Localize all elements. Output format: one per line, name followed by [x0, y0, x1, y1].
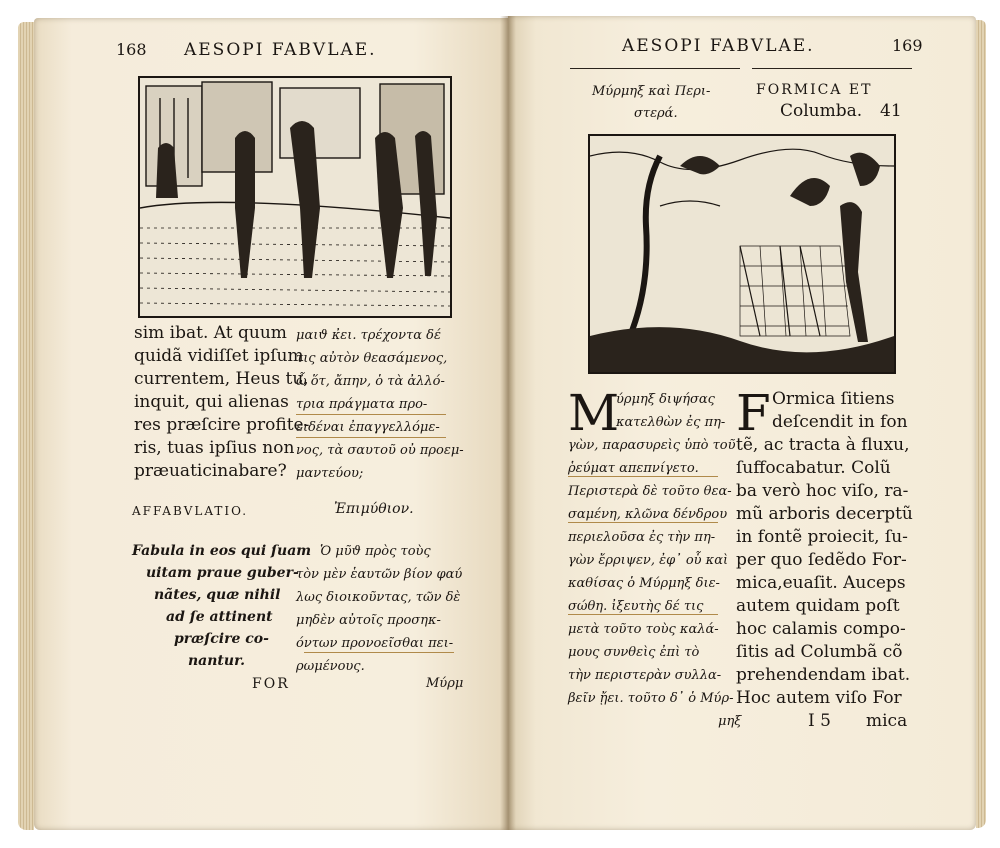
greek-line: βεῖν ᾔει. τοῦτο δ᾽ ὁ Μύρ-: [568, 691, 734, 706]
fable-number: 41: [880, 101, 902, 121]
greek-line: μαντεύου;: [296, 466, 364, 481]
greek-line: τρια πράγματα προ-: [296, 397, 428, 412]
moral-greek-line: τὸν μὲν ἑαυτῶν βίον φαύ: [296, 567, 463, 582]
greek-line: τις αὐτὸν θεασάμενος,: [296, 351, 448, 366]
affabulatio-heading: AFFABVLATIO.: [132, 504, 249, 518]
catchword-latin: FOR: [252, 676, 290, 692]
latin-line: quidã vidiſſet ipſum: [134, 346, 304, 366]
latin-line: inquit, qui alienas: [134, 392, 289, 412]
catchword-greek: Μύρμ: [426, 676, 464, 691]
greek-line: μους συνθεὶς ἐπὶ τὸ: [568, 645, 700, 660]
moral-latin-line: Fabula in eos qui ſuam: [132, 543, 312, 559]
greek-line: περιελοῦσα ἐς τὴν πη-: [568, 530, 716, 545]
right-page-number: 169: [892, 36, 923, 55]
latin-line: autem quidam poſt: [736, 596, 900, 616]
greek-line: σαμένη, κλῶνα δένδρου: [568, 507, 728, 522]
signature-mark: I 5: [808, 711, 831, 731]
latin-line: Ormica ſitiens: [772, 389, 895, 409]
latin-drop-cap: F: [736, 384, 771, 442]
greek-line: γὼν ἔρριψεν, ἐφ᾽ οὗ καὶ: [568, 553, 729, 568]
greek-line: γὼν, παρασυρεὶς ὑπὸ τοῦ: [568, 438, 736, 453]
moral-latin-line: uitam praue guber-: [146, 565, 299, 581]
greek-line: ύρμηξ διψήσας: [616, 392, 715, 407]
latin-line: prehendendam ibat.: [736, 665, 911, 685]
moral-latin-line: nantur.: [188, 653, 246, 669]
latin-line: ris, tuas ipſius non: [134, 438, 295, 458]
book-spine-shadow: [500, 16, 516, 830]
latin-line: mica,euaſit. Auceps: [736, 573, 906, 593]
latin-line: deſcendit in fon: [772, 412, 908, 432]
left-page-edges: [18, 22, 34, 830]
latin-line: tẽ, ac tracta à fluxu,: [736, 435, 910, 455]
ink-underline: [296, 437, 446, 438]
right-page: [508, 16, 976, 830]
greek-title-line: στερά.: [634, 106, 678, 121]
latin-title-line: FORMICA ET: [756, 82, 873, 98]
latin-line: currentem, Heus tu,: [134, 369, 309, 389]
left-page-number: 168: [116, 40, 147, 59]
moral-greek-line: μηδὲν αὐτοῖς προσηκ-: [296, 613, 441, 628]
latin-line: res præſcire profite-: [134, 415, 310, 435]
greek-title-line: Μύρμηξ καὶ Περι-: [592, 84, 711, 99]
greek-drop-cap: M: [568, 384, 620, 442]
latin-line: mũ arboris decerptũ: [736, 504, 913, 524]
ink-underline: [296, 414, 446, 415]
greek-line: τὴν περιστερὰν συλλα-: [568, 668, 722, 683]
greek-line: μηξ: [718, 714, 742, 729]
greek-line: μετὰ τοῦτο τοὺς καλά-: [568, 622, 719, 637]
greek-line: μαιϑ κ̓ει. τρέχοντα δέ: [296, 328, 441, 343]
latin-line: hoc calamis compo-: [736, 619, 906, 639]
ink-underline: [568, 614, 718, 615]
greek-line: ῥεύματ απεπνίγετο.: [568, 461, 699, 476]
moral-greek-line: όντων προνοεῖσθαι πει-: [296, 636, 454, 651]
woodcut-illustration-street-scene: [138, 76, 452, 318]
woodcut-illustration-ant-and-dove: [588, 134, 896, 374]
latin-line: Hoc autem viſo For: [736, 688, 902, 708]
epimythion-heading: Ἐπιμύθιον.: [334, 501, 414, 517]
latin-line: in fontẽ proiecit, ſu-: [736, 527, 908, 547]
rule-latin-title: [752, 68, 912, 69]
greek-line: κατελθὼν ἐς πη-: [616, 415, 726, 430]
latin-line: ſitis ad Columbã cõ: [736, 642, 903, 662]
moral-greek-line: λως διοικοῦντας, τῶν δὲ: [296, 590, 461, 605]
catchword: mica: [866, 711, 908, 731]
left-running-head: AESOPI FABVLAE.: [184, 40, 377, 60]
moral-greek-line: Ὁ μῦϑ πρὸς τοὺς: [320, 544, 431, 559]
ink-underline: [568, 522, 718, 523]
greek-line: ειδέναι ἐπαγγελλόμε-: [296, 420, 440, 435]
greek-line: σώθη. ἰξευτὴς δέ τις: [568, 599, 704, 614]
ink-underline: [568, 476, 718, 477]
rule-greek-title: [570, 68, 740, 69]
latin-line: præuaticinabare?: [134, 461, 287, 481]
greek-line: νος, τὰ σαυτοῦ οὐ προεμ-: [296, 443, 464, 458]
moral-latin-line: præſcire co-: [174, 631, 269, 647]
greek-line: καθίσας ὁ Μύρμηξ διε-: [568, 576, 720, 591]
moral-latin-line: ad ſe attinent: [166, 609, 273, 625]
right-page-edges: [976, 20, 986, 828]
right-running-head: AESOPI FABVLAE.: [622, 36, 815, 56]
left-page: [34, 18, 508, 830]
latin-title-line: Columba.: [780, 101, 863, 121]
greek-line: Περιστερὰ δὲ τοῦτο θεα-: [568, 484, 732, 499]
moral-greek-line: ρωμένους.: [296, 659, 365, 674]
moral-latin-line: nãtes, quæ nihil: [154, 587, 281, 603]
latin-line: per quo ſedẽdo For-: [736, 550, 907, 570]
latin-line: ba verò hoc viſo, ra-: [736, 481, 909, 501]
greek-line: ὦ ὅτ, ἄπην, ὁ τὰ ἀλλό-: [296, 374, 445, 389]
latin-line: ſuffocabatur. Colũ: [736, 458, 891, 478]
ink-underline: [304, 652, 454, 653]
latin-line: sim ibat. At quum: [134, 323, 287, 343]
